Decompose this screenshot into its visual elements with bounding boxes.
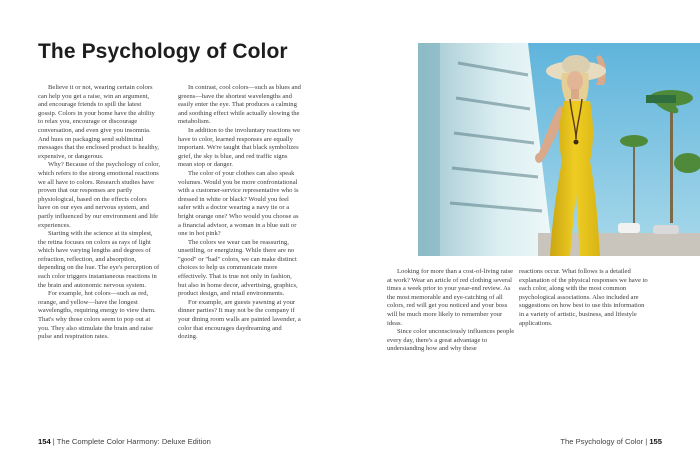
paragraph: Looking for more than a cost-of-living raise at work? Wear an article of red clothing several times a week prior to your year-end review. As the most memorable and eye-catching of all colors, red will get you noticed and your boss will be much more likely to remember your ideas. xyxy=(387,268,514,327)
paragraph: Why? Because of the psychology of color, which refers to the strong emotional reactions we all have to colors. Research studies have proven that our responses are partly physiological, based on the effects colors have on our eyes and nervous system, and partly influenced by our environment and life experiences. xyxy=(38,161,160,229)
running-title: The Psychology of Color | xyxy=(560,437,648,446)
left-column-2 xyxy=(178,84,301,342)
paragraph: Starting with the science at its simplest, the retina focuses on colors as rays of light which have varying lengths and degrees of refraction, reflection, and absorption, depending on the hue. The eye's perception of each color triggers instantaneous reactions in the brain and autonomic nervous system. xyxy=(38,230,160,289)
paragraph: Believe it or not, wearing certain colors can help you get a raise, win an argument, and encourage friends to spill the latest gossip. Colors in your home have the ability to relax you, encourage or discourage conversation, and even give you insomnia. And hues on packaging send subliminal messages that the enclosed product is healthy, expensive, or dangerous. xyxy=(38,84,159,160)
paragraph: For example, hot colors—such as red, orange, and yellow—have the longest wavelengths, requiring energy to view them. That's why those colors seem to pop out at you. They also stimulate the brain and raise pulse and respiration rates. xyxy=(38,290,156,341)
folio-left xyxy=(38,437,211,446)
paragraph: The colors we wear can be reassuring, unsettling, or energizing. While there are no "good" or "bad" colors, we can make distinct choices to help us communicate more effectively. That is true not only in fashion, but also in home decor, advertising, graphics, product design, and retail environments. xyxy=(178,238,298,298)
paragraph: reactions occur. What follows is a detailed explanation of the physical responses we have to each color, along with the most common psychological associations. Also included are suggestions on how best to use this information in a variety of artistic, business, and lifestyle applications. xyxy=(519,268,648,327)
running-title: | The Complete Color Harmony: Deluxe Edition xyxy=(52,437,211,446)
right-column-2 xyxy=(519,268,649,328)
page-number: 154 xyxy=(38,437,51,446)
left-column-1 xyxy=(38,84,160,342)
folio-right xyxy=(560,437,662,446)
right-page xyxy=(350,0,700,463)
paragraph: The color of your clothes can also speak volumes. Would you be more confrontational with a customer-service representative who is dressed in white or black? Would you feel safer with a doctor wearing a navy tie or a bright orange one? Who would you choose as a financial advisor, a woman in a blue suit or one in hot pink? xyxy=(178,169,299,238)
paragraph: For example, are guests yawning at your dinner parties? It may not be the company if your dining room walls are painted lavender, a color that encourages daydreaming and dozing. xyxy=(178,298,301,341)
page-number: 155 xyxy=(649,437,662,446)
paragraph: Since color unconsciously influences people every day, there's a great advantage to understanding how and why these xyxy=(387,328,515,353)
right-column-1 xyxy=(387,268,517,354)
page-title: The Psychology of Color xyxy=(38,40,288,63)
paragraph: In contrast, cool colors—such as blues and greens—have the shortest wavelengths and easily enter the eye. That produces a calming and soothing effect while actually slowing the metabolism. xyxy=(178,84,301,126)
paragraph: In addition to the involuntary reactions we have to color, learned responses are equally important. We're taught that black symbolizes grief, the sky is blue, and red traffic signs mean stop or danger. xyxy=(178,126,301,169)
